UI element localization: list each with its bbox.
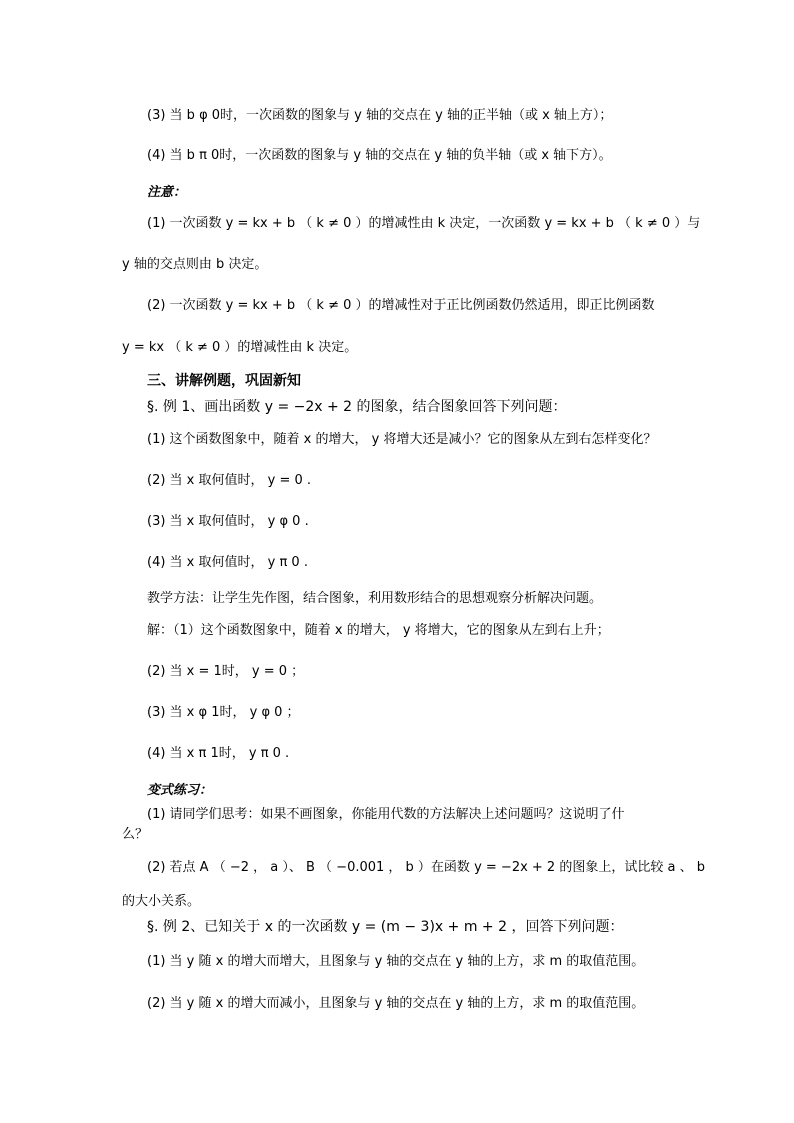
solution-line: (3) 当 x φ 1时， y φ 0 ； — [147, 705, 300, 720]
text-line: 的大小关系。 — [122, 894, 201, 909]
text-line: y = kx （ k ≠ 0 ）的增减性由 k 决定。 — [122, 340, 358, 355]
text-line: (1) 请同学们思考：如果不画图象，你能用代数的方法解决上述问题吗？这说明了什 — [147, 807, 625, 822]
text-line: (4) 当 b π 0时，一次函数的图象与 y 轴的交点在 y 轴的负半轴（或 x 轴下方）。 — [147, 148, 612, 163]
solution-line: (4) 当 x π 1时， y π 0 . — [147, 746, 290, 761]
text-line: (3) 当 b φ 0时，一次函数的图象与 y 轴的交点在 y 轴的正半轴（或 x 轴上方）； — [147, 108, 613, 123]
text-line: (1) 这个函数图象中，随着 x 的增大， y 将增大还是减小？它的图象从左到右怎样变化？ — [147, 432, 657, 447]
solution-line: (2) 当 x = 1时， y = 0 ； — [147, 664, 305, 679]
text-line: (4) 当 x 取何值时， y π 0 . — [147, 555, 308, 570]
solution-line: 解：（1）这个函数图象中，随着 x 的增大， y 将增大，它的图象从左到右上升； — [147, 623, 610, 638]
text-line: (1) 一次函数 y = kx + b （ k ≠ 0 ）的增减性由 k 决定，一次函数 y = kx + b （ k ≠ 0 ）与 — [147, 216, 701, 231]
section-heading: 三、讲解例题，巩固新知 — [147, 373, 301, 389]
example-1-title: §. 例 1、画出函数 y = −2x + 2 的图象，结合图象回答下列问题： — [147, 399, 567, 415]
text-line: (2) 一次函数 y = kx + b （ k ≠ 0 ）的增减性对于正比例函数仍然适用，即正比例函数 — [147, 298, 655, 313]
text-line: (2) 若点 A （ −2 ， a ）、 B （ −0.001 ， b ）在函数 y = −2x + 2 的图象上，试比较 a 、 b — [147, 860, 705, 875]
text-line: (3) 当 x 取何值时， y φ 0 . — [147, 514, 309, 529]
practice-heading: 变式练习： — [147, 782, 213, 797]
note-heading: 注意： — [147, 184, 187, 199]
text-line: (2) 当 x 取何值时， y = 0 . — [147, 473, 312, 488]
text-line: y 轴的交点则由 b 决定。 — [122, 257, 268, 272]
example-2-title: §. 例 2、已知关于 x 的一次函数 y = (m − 3)x + m + 2 ，回答下列问题： — [147, 919, 624, 935]
text-line: 么？ — [122, 827, 149, 842]
text-line: (1) 当 y 随 x 的增大而增大，且图象与 y 轴的交点在 y 轴的上方，求 m 的取值范围。 — [147, 954, 645, 969]
teaching-method: 教学方法：让学生先作图，结合图象，利用数形结合的思想观察分析解决问题。 — [147, 591, 603, 606]
text-line: (2) 当 y 随 x 的增大而减小，且图象与 y 轴的交点在 y 轴的上方，求 m 的取值范围。 — [147, 996, 645, 1011]
